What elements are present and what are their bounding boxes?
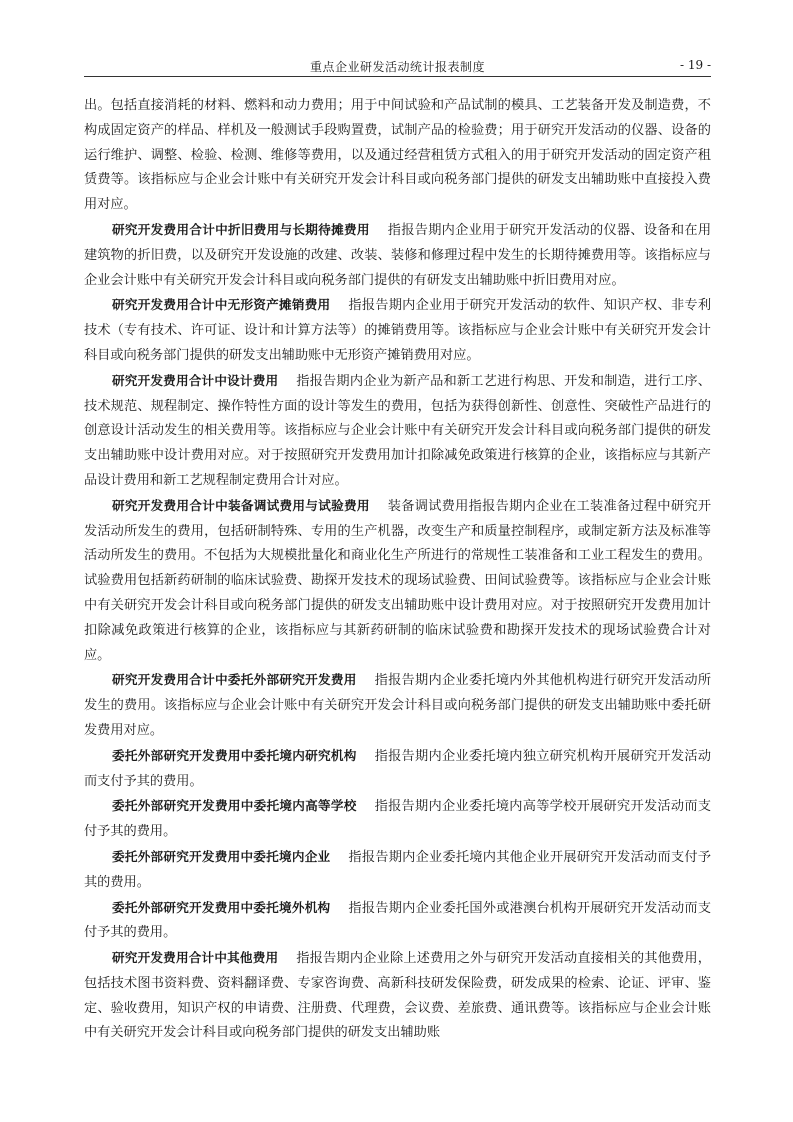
header-title: 重点企业研发活动统计报表制度 — [309, 60, 485, 74]
paragraph-equipment-test-cost — [84, 494, 711, 669]
paragraph-depreciation — [84, 218, 711, 293]
term-definition: 指报告期内企业为新产品和新工艺进行构思、开发和制造，进行工序、技术规范、规程制定、操作特性方面的设计等发生的费用，包括为获得创新性、创意性、突破性产品进行的创意设计活动发生的相关费用等。该指标应与企业会计账中有关研究开发会计科目或向税务部门提供的研发支出辅助账中设计费用对应。对于按照研究开发费用加计扣除减免政策进行核算的企业，该指标应与其新产品设计费用和新工艺规程制定费用合计对应。 — [84, 373, 711, 488]
term-definition: 指报告期内企业委托境内独立研究机构开展研究开发活动而支付予其的费用。 — [84, 748, 712, 789]
term-heading: 研究开发费用合计中设计费用 — [112, 372, 279, 388]
term-definition: 指报告期内企业委托国外或港澳台机构开展研究开发活动而支付予其的费用。 — [84, 900, 712, 941]
term-definition: 指报告期内企业委托境内其他企业开展研究开发活动而支付予其的费用。 — [84, 849, 712, 890]
paragraph-other-cost — [84, 946, 711, 1046]
paragraph-domestic-research-institute — [84, 744, 711, 795]
term-definition: 指报告期内企业委托境内高等学校开展研究开发活动而支付予其的费用。 — [84, 799, 712, 840]
page-header — [84, 56, 711, 77]
paragraph-amortization — [84, 293, 711, 368]
term-heading: 研究开发费用合计中折旧费用与长期待摊费用 — [112, 221, 370, 237]
term-heading: 研究开发费用合计中无形资产摊销费用 — [112, 297, 331, 313]
page-number: - 19 - — [679, 58, 711, 72]
paragraph-outsourced-rd — [84, 668, 711, 743]
term-definition: 指报告期内企业用于研究开发活动的仪器、设备和在用建筑物的折旧费，以及研究开发设施的改建、改装、装修和修理过程中发生的长期待摊费用等。该指标应与企业会计账中有关研究开发会计科目或向税务部门提供的有研发支出辅助账中折旧费用对应。 — [84, 222, 712, 288]
paragraph-domestic-enterprise — [84, 845, 711, 896]
paragraph-overseas-institution — [84, 896, 711, 947]
term-heading: 委托外部研究开发费用中委托境内企业 — [112, 848, 331, 864]
paragraph-domestic-university — [84, 794, 711, 845]
term-heading: 研究开发费用合计中装备调试费用与试验费用 — [112, 497, 370, 513]
document-body — [84, 94, 711, 1046]
term-heading: 委托外部研究开发费用中委托境内高等学校 — [112, 798, 357, 814]
term-definition: 指报告期内企业除上述费用之外与研究开发活动直接相关的其他费用，包括技术图书资料费、资料翻译费、专家咨询费、高新科技研发保险费，研发成果的检索、论证、评审、鉴定、验收费用，知识产权的申请费、注册费、代理费，会议费、差旅费、通讯费等。该指标应与企业会计账中有关研究开发会计科目或向税务部门提供的研发支出辅助账 — [84, 951, 711, 1041]
term-heading: 委托外部研究开发费用中委托境内研究机构 — [112, 747, 357, 763]
term-definition: 指报告期内企业用于研究开发活动的软件、知识产权、非专利技术（专有技术、许可证、设计和计算方法等）的摊销费用等。该指标应与企业会计账中有关研究开发会计科目或向税务部门提供的研发支出辅助账中无形资产摊销费用对应。 — [84, 298, 712, 363]
paragraph-design-cost — [84, 369, 711, 494]
continuation-paragraph: 出。包括直接消耗的材料、燃料和动力费用；用于中间试验和产品试制的模具、工艺装备开发及制造费，不构成固定资产的样品、样机及一般测试手段购置费，试制产品的检验费；用于研究开发活动的仪器、设备的运行维护、调整、检验、检测、维修等费用，以及通过经营租赁方式租入的用于研究开发活动的固定资产租赁费等。该指标应与企业会计账中有关研究开发会计科目或向税务部门提供的研发支出辅助账中直接投入费用对应。 — [84, 98, 711, 213]
term-definition: 装备调试费用指报告期内企业在工装准备过程中研究开发活动所发生的费用，包括研制特殊、专用的生产机器，改变生产和质量控制程序，或制定新方法及标准等活动所发生的费用。不包括为大规模批量化和商业化生产所进行的常规性工装准备和工业工程发生的费用。试验费用包括新药研制的临床试验费、勘探开发技术的现场试验费、田间试验费等。该指标应与企业会计账中有关研究开发会计科目或向税务部门提供的研发支出辅助账中设计费用对应。对于按照研究开发费用加计扣除减免政策进行核算的企业，该指标应与其新药研制的临床试验费和勘探开发技术的现场试验费合计对应。 — [84, 498, 712, 663]
term-heading: 研究开发费用合计中其他费用 — [112, 950, 279, 966]
term-definition: 指报告期内企业委托境内外其他机构进行研究开发活动所发生的费用。该指标应与企业会计账中有关研究开发会计科目或向税务部门提供的研发支出辅助账中委托研发费用对应。 — [84, 673, 712, 738]
term-heading: 研究开发费用合计中委托外部研究开发费用 — [112, 672, 357, 688]
term-heading: 委托外部研究开发费用中委托境外机构 — [112, 899, 331, 915]
